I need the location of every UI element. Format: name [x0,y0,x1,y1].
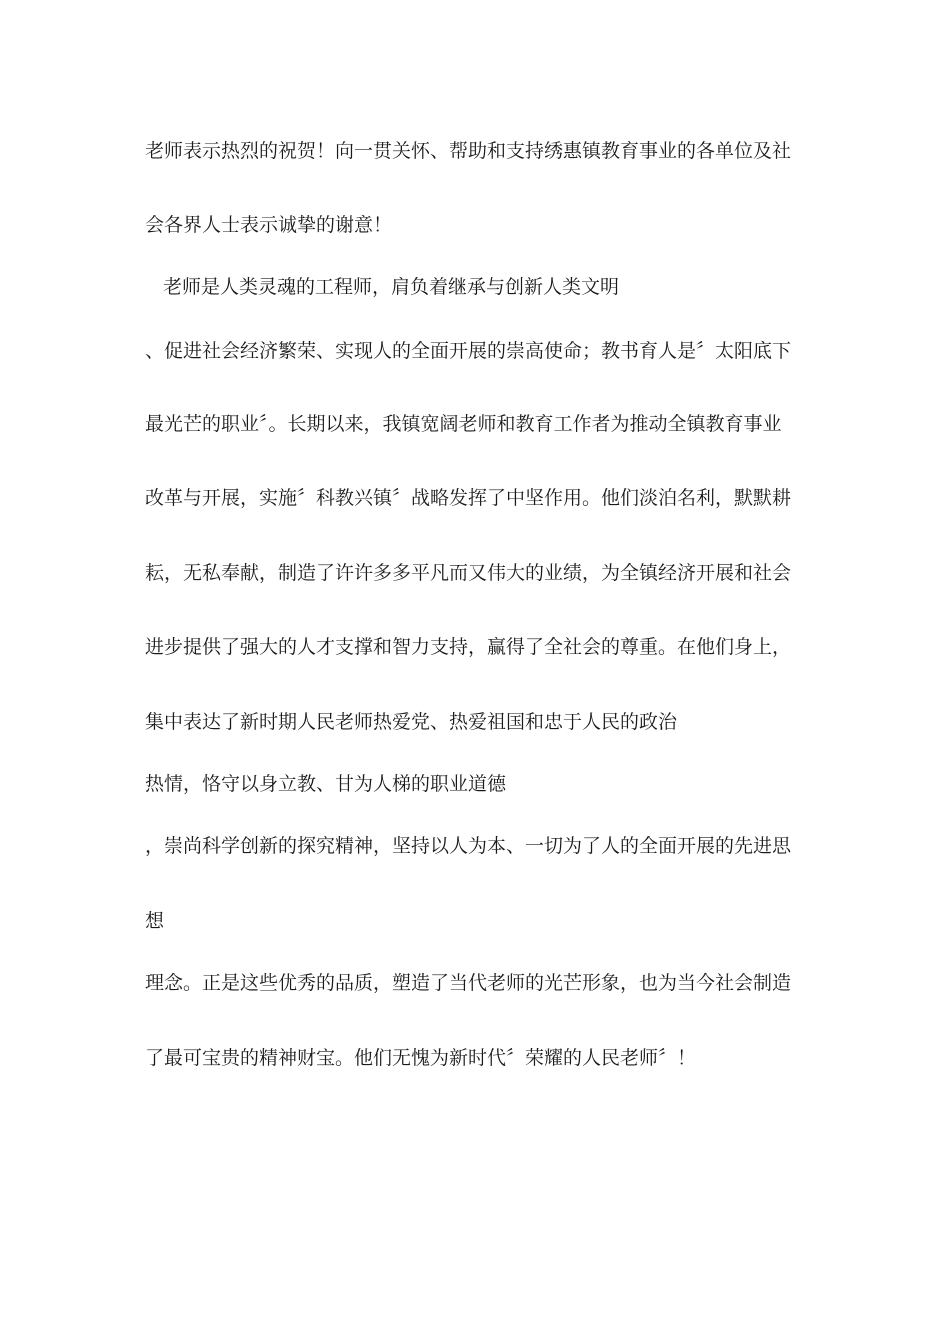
text-line: 改革与开展，实施〞科教兴镇〞战略发挥了中坚作用。他们淡泊名利，默默耕 [145,487,792,509]
text-line: 、促进社会经济繁荣、实现人的全面开展的崇高使命；教书育人是〞太阳底下 [145,340,792,362]
text-line: 了最可宝贵的精神财宝。他们无愧为新时代〞荣耀的人民老师〞！ [145,1047,697,1069]
text-line: 理念。正是这些优秀的品质，塑造了当代老师的光芒形象，也为当今社会制造 [145,972,792,994]
text-line: 进步提供了强大的人才支撑和智力支持，赢得了全社会的尊重。在他们身上， [145,636,792,658]
text-line: ，崇尚科学创新的探究精神，坚持以人为本、一切为了人的全面开展的先进思 [145,835,792,857]
text-line: 老师表示热烈的祝贺！向一贯关怀、帮助和支持绣惠镇教育事业的各单位及社 [145,140,792,162]
text-line: 集中表达了新时期人民老师热爱党、热爱祖国和忠于人民的政治 [145,711,678,733]
text-line: 最光芒的职业〞。长期以来，我镇宽阔老师和教育工作者为推动全镇教育事业 [145,413,782,435]
text-line: 耘，无私奉献，制造了许许多多平凡而又伟大的业绩，为全镇经济开展和社会 [145,562,792,584]
text-line: 热情，恪守以身立教、甘为人梯的职业道德 [145,773,507,795]
paragraph-start-line: 老师是人类灵魂的工程师，肩负着继承与创新人类文明 [163,276,620,298]
text-line: 想 [145,910,165,932]
text-line: 会各界人士表示诚挚的谢意！ [145,214,393,236]
